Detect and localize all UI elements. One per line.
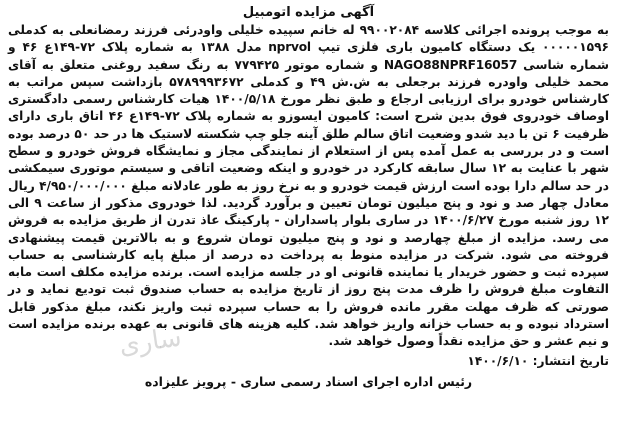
notice-body: به موجب پرونده اجرائی کلاسه ۹۹۰۰۲۰۸۴ له خانم سپیده خلیلی واودرئی فرزند رمضانعلی به کدملی ۰۰۰۰۰۱۵۹۶ یک دستگاه کامیون باری فلزی تیپ nprvol مدل ۱۳۸۸ به شماره پلاک ۷۲-۱۴۹ع ۴۶ و شماره شاسی NAGO88NPRF16057 و شماره موتور ۷۷۹۴۲۵ به رنگ سفید روغنی متعلق به آقای محمد خلیلی واودره فرزند برجعلی به ش.ش ۴۹ و کدملی ۵۷۸۹۹۹۳۶۷۲ بازداشت سپس مراتب به کارشناس خودرو برای ارزیابی ارجاع و طبق نظر مورخ ۱۴۰۰/۵/۱۸ هیات کارشناس رسمی دادگستری اوصاف خودروی فوق بدین شرح است: کامیون ایسوزو به شماره پلاک ۷۲-۱۴۹ع ۴۶ اتاق باری دارای ظرفیت ۶ تن با دید شدو وضعیت اتاق سالم طلق آینه جلو چپ شکسته لاستیک ها در حد ۵۰ درصد بوده است و در بررسی به عمل آمده پس از استعلام از نمایندگی مجاز و نمایشگاه فروش خودرو و سطح شهر با عنایت به ۱۲ سال سابقه کارکرد در خودرو و اینکه وضعیت اتاقی و سیستم موتوری سیمکشی در حد سالم دارا بوده است ارزش قیمت خودرو و به نرخ روز به طور عادلانه مبلغ ۴/۹۵۰/۰۰۰/۰۰۰ ریال معادل چهار صد و نود و پنج میلیون تومان تعیین و برآورد گردید. لذا خودروی مذکور از ساعت ۹ الی ۱۲ روز شنبه مورخ ۱۴۰۰/۶/۲۷ در ساری بلوار پاسداران - پارکینگ عاذ تدرن از طریق مزایده به فروش می رسد. مزایده از مبلغ چهارصد و نود و پنج میلیون تومان شروع و به بالاترین قیمت پیشنهادی فروخته می شود. شرکت در مزایده منوط به پرداخت ده درصد از مبلغ پایه کارشناسی به حساب سپرده ثبت و حضور خریدار یا نماینده قانونی او در جلسه مزایده است. برنده مزایده مکلف است مابه التفاوت مبلغ فروش را ظرف مدت پنج روز از تاریخ مزایده به حساب صندوق ثبت تودیع نماید و در صورتی که ظرف مهلت مقرر مانده فروش را به حساب سپرده ثبت واریز نکند، مبلغ مذکور قابل استرداد نبوده و به حساب خزانه واریز خواهد شد. کلیه هزینه های قانونی به عهده برنده مزایده است و نیم عشر و حق مزایده نقداً وصول خواهد شد.: [8, 23, 609, 349]
publication-date: تاریخ انتشار: ۱۴۰۰/۶/۱۰: [467, 353, 609, 368]
signature-line: رئیس اداره اجرای اسناد رسمی ساری - پرویز علیزاده: [144, 373, 473, 389]
watermark: ساری: [117, 322, 184, 361]
notice-title: آگهی مزایده اتومبیل: [242, 5, 375, 20]
